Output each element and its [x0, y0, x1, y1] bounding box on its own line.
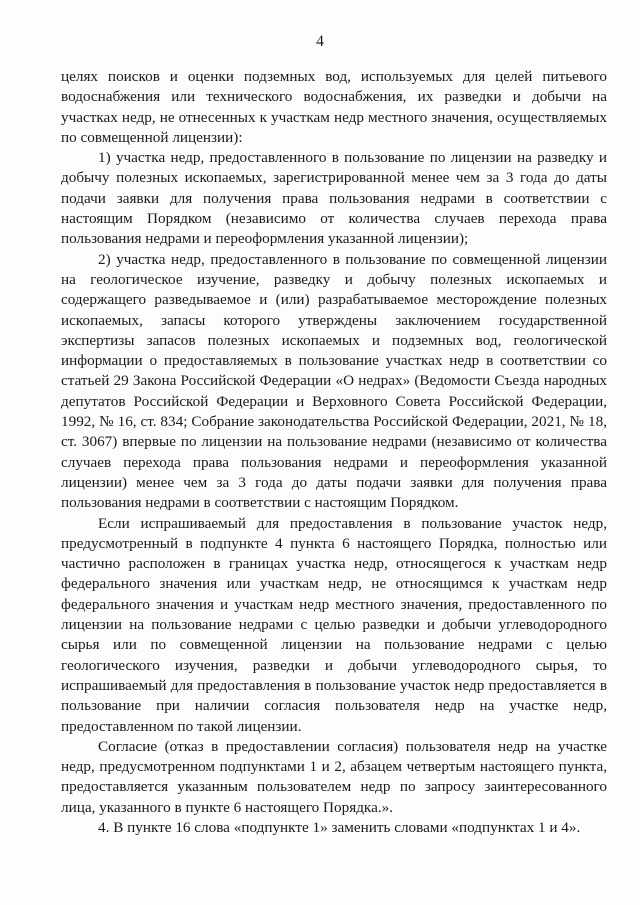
paragraph-consent-condition: Если испрашиваемый для предоставления в пользование участок недр, предусмотренный в подпункте 4 пункта 6 настоящего Порядка, полностью или частично расположен в границах участка недр, относящегося к участкам недр федерального значения или участкам недр, не относящимся к участкам недр федерального значения и участкам недр местного значения, предоставленного по лицензии на пользование недрами с целью разведки и добычи углеводородного сырья или по совмещенной лицензии на пользование недрами с целью геологического изучения, разведки и добычи углеводородного сырья, то испрашиваемый для предоставления в пользование участок недр предоставляется в пользование при наличии согласия пользователя недр на участке недр, предоставленном по такой лицензии.	[61, 514, 607, 735]
paragraph-item-2: 2) участка недр, предоставленного в пользование по совмещенной лицензии на геологическое изучение, разведку и добычу полезных ископаемых и содержащего разведываемое и (или) разрабатываемое месторождение полезных ископаемых, запасы которого утверждены заключением государственной экспертизы запасов полезных ископаемых и подземных вод, геологической информации о предоставляемых в пользование участках недр в соответствии со статьей 29 Закона Российской Федерации «О недрах» (Ведомости Съезда народных депутатов Российской Федерации и Верховного Совета Российской Федерации, 1992, № 16, ст. 834; Собрание законодательства Российской Федерации, 2021, № 18, ст. 3067) впервые по лицензии на пользование недрами (независимо от количества случаев перехода права пользования недрами и переоформления указанной лицензии) менее чем за 3 года до даты подачи заявки для получения права пользования недрами в соответствии с настоящим Порядком.	[61, 250, 607, 512]
paragraph-item-1: 1) участка недр, предоставленного в пользование по лицензии на разведку и добычу полезных ископаемых, зарегистрированной менее чем за 3 года до даты подачи заявки для получения права пользования недрами в соответствии с настоящим Порядком (независимо от количества случаев перехода права пользования недрами и переоформления указанной лицензии);	[61, 149, 607, 248]
paragraph-amendment-4: 4. В пункте 16 слова «подпункте 1» заменить словами «подпунктах 1 и 4».	[98, 818, 581, 836]
document-body	[61, 67, 607, 838]
paragraph-consent-procedure: Согласие (отказ в предоставлении согласия) пользователя недр на участке недр, предусмотренном подпунктами 1 и 2, абзацем четвертым настоящего пункта, предоставляется указанным пользователем недр по запросу заинтересованного лица, указанного в пункте 6 настоящего Порядка.».	[61, 737, 607, 816]
page-number: 4	[316, 33, 324, 50]
paragraph-continuation: целях поисков и оценки подземных вод, используемых для целей питьевого водоснабжения или технического водоснабжения, их разведки и добычи на участках недр, не отнесенных к участкам недр местного значения, осуществляемых по совмещенной лицензии):	[61, 68, 607, 146]
